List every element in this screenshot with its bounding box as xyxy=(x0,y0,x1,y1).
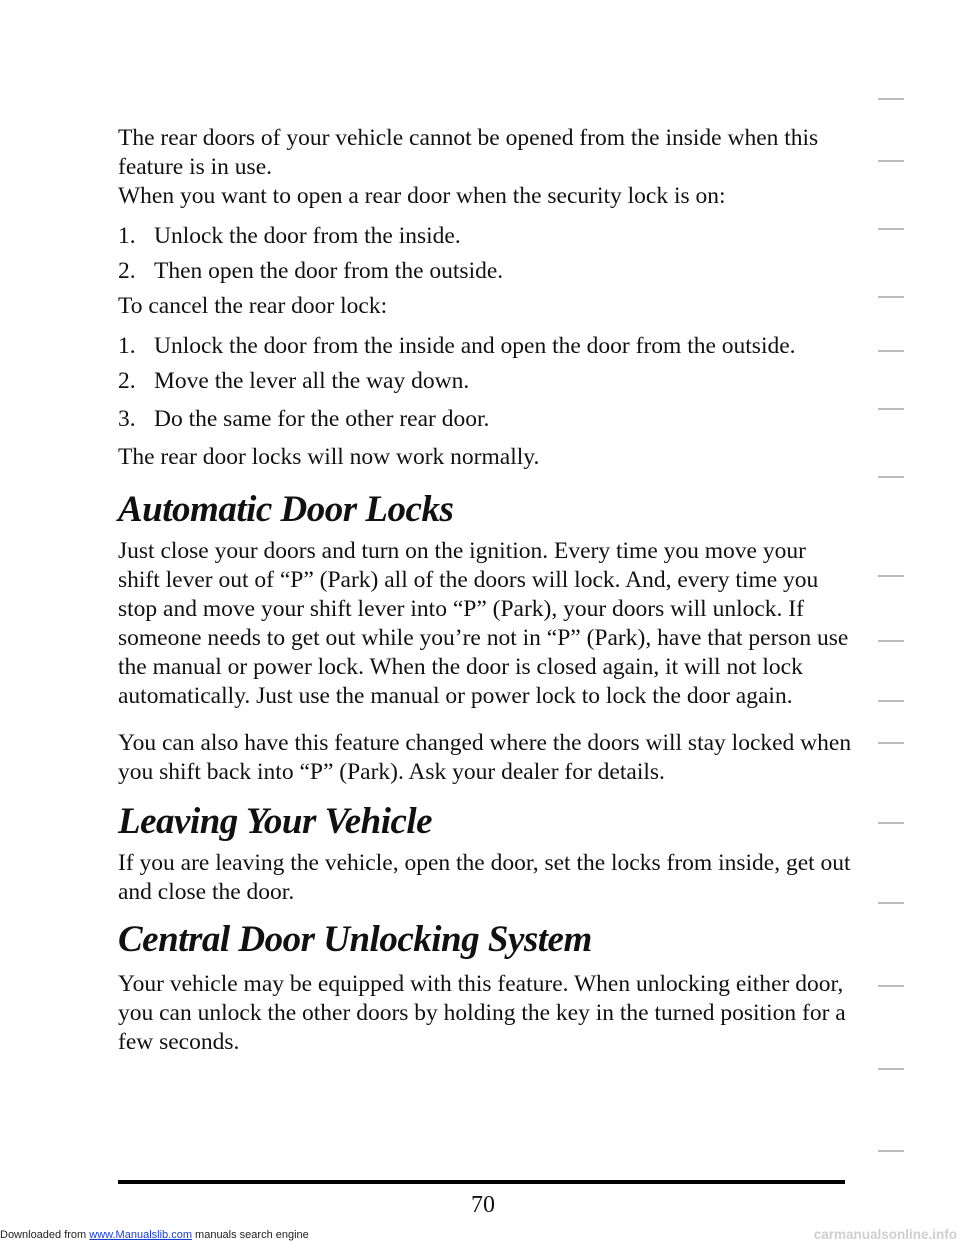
open-step-2 xyxy=(118,257,853,286)
step-number: 3. xyxy=(118,406,136,432)
footer-suffix: manuals search engine xyxy=(191,1229,309,1241)
download-footer xyxy=(0,1229,309,1242)
normal-operation-note: The rear door locks will now work normally. xyxy=(118,444,540,470)
cancel-intro: To cancel the rear door lock: xyxy=(118,293,388,319)
step-text: Unlock the door from the inside and open the door from the outside. xyxy=(154,333,796,359)
step-number: 2. xyxy=(118,258,136,284)
watermark: carmanualsonline.info xyxy=(813,1227,957,1242)
intro-paragraph: The rear doors of your vehicle cannot be opened from the inside when this feature is in use. xyxy=(118,125,819,180)
step-text: Do the same for the other rear door. xyxy=(154,406,490,432)
step-number: 1. xyxy=(118,333,136,359)
security-lock-paragraph: When you want to open a rear door when the security lock is on: xyxy=(118,183,726,209)
manualslib-link[interactable]: www.Manualslib.com xyxy=(89,1229,192,1241)
footer-rule xyxy=(118,1180,845,1184)
heading-automatic-door-locks: Automatic Door Locks xyxy=(118,489,454,530)
cancel-step-3 xyxy=(118,405,853,434)
heading-leaving-your-vehicle: Leaving Your Vehicle xyxy=(118,801,433,842)
central-unlocking-paragraph: Your vehicle may be equipped with this feature. When unlocking either door, you can unlock the other doors by holding the key in the turned position for a few seconds. xyxy=(118,971,846,1055)
heading-central-door-unlocking: Central Door Unlocking System xyxy=(118,919,592,960)
automatic-locks-paragraph: Just close your doors and turn on the ignition. Every time you move your shift lever out of “P” (Park) all of the doors will lock. And, every time you stop and move your shift lever into “P” (Park), your doors will unlock. If someone needs to get out while you’re not in “P” (Park), have that person use the manual or power lock. When the door is closed again, it will not lock automatically. Just use the manual or power lock to lock the door again. xyxy=(118,538,849,709)
automatic-locks-change-paragraph: You can also have this feature changed where the doors will stay locked when you shift back into “P” (Park). Ask your dealer for details. xyxy=(118,730,852,785)
cancel-step-1 xyxy=(118,332,853,361)
step-text: Then open the door from the outside. xyxy=(154,258,504,284)
step-number: 1. xyxy=(118,223,136,249)
cancel-step-2 xyxy=(118,367,853,396)
step-number: 2. xyxy=(118,368,136,394)
margin-scan-marks xyxy=(868,0,928,1180)
page-number: 70 xyxy=(471,1192,495,1218)
open-step-1 xyxy=(118,222,853,251)
footer-prefix: Downloaded from xyxy=(0,1229,90,1241)
step-text: Unlock the door from the inside. xyxy=(154,223,461,249)
step-text: Move the lever all the way down. xyxy=(154,368,470,394)
leaving-vehicle-paragraph: If you are leaving the vehicle, open the door, set the locks from inside, get out and close the door. xyxy=(118,850,851,905)
